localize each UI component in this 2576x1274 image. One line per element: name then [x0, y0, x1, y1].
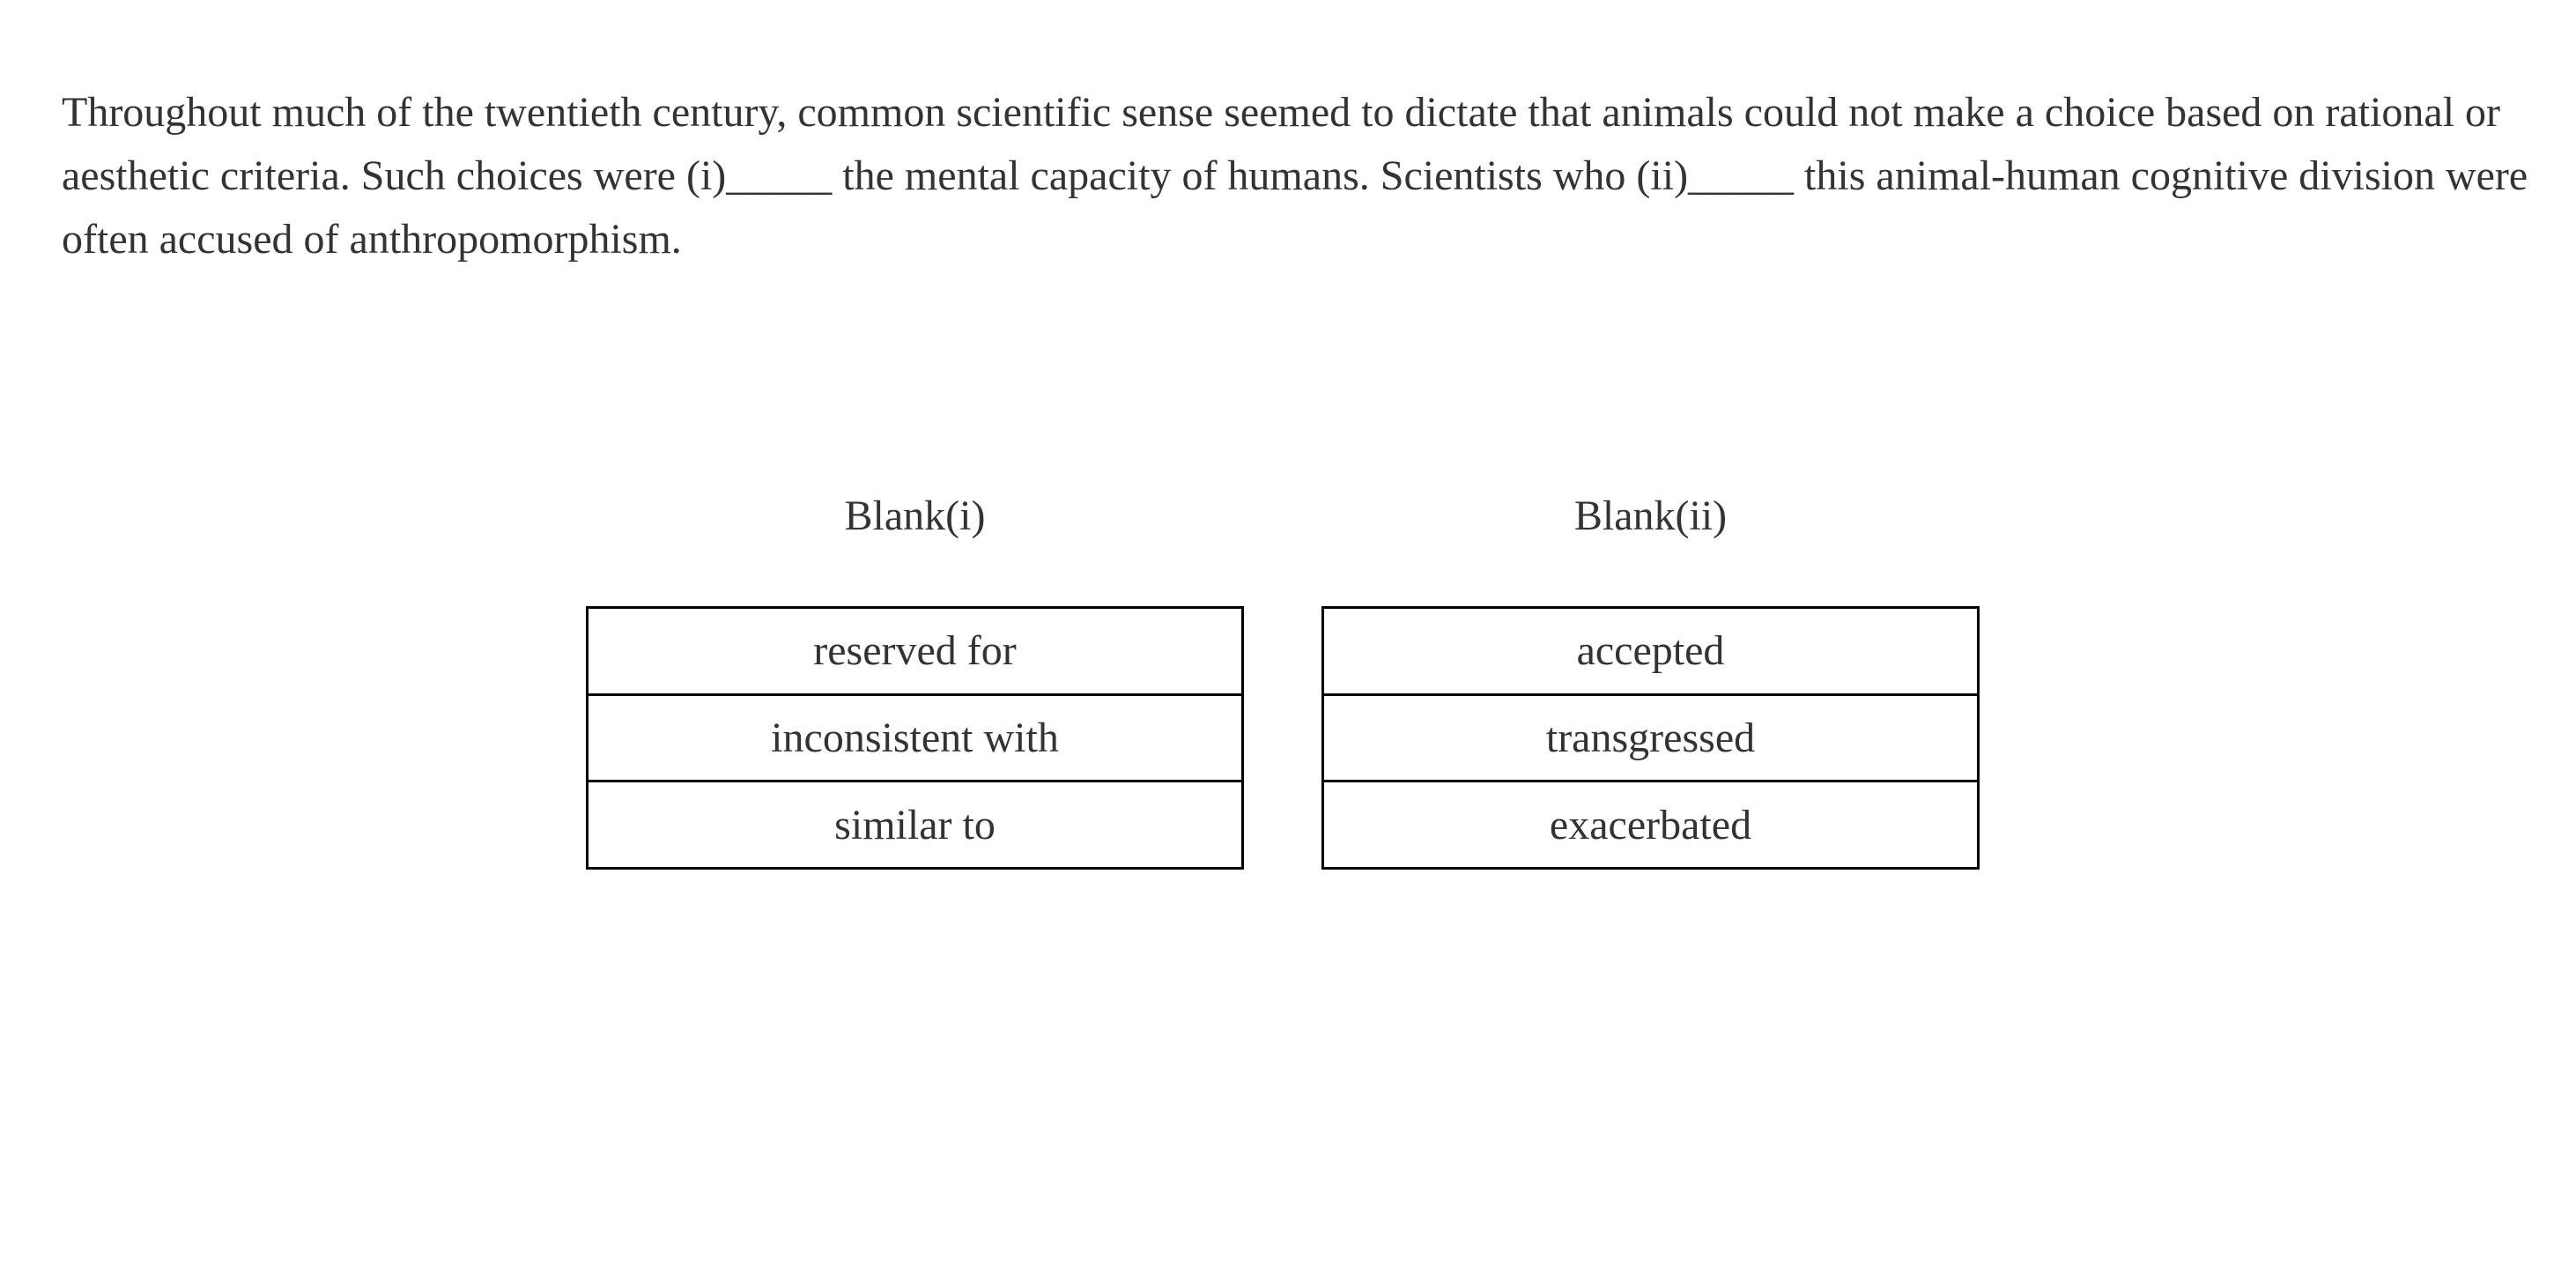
blank-i-option-3[interactable]: similar to: [588, 780, 1241, 867]
blank-i-title: Blank(i): [844, 493, 986, 539]
blank-ii-group: [1321, 490, 1980, 848]
blank-ii-option-2[interactable]: transgressed: [1324, 693, 1977, 781]
question-passage: Throughout much of the twentieth century, common scientific sense seemed to dictate that animals could not make a choice based on rational or aesthetic criteria. Such choices were (i)_____ the mental capacity of humans. Scientists who (ii)_____ this animal-human cognitive division were often accused of anthropomorphism.: [62, 89, 2528, 263]
blank-ii-option-3[interactable]: exacerbated: [1324, 780, 1977, 867]
blank-i-option-2[interactable]: inconsistent with: [588, 693, 1241, 781]
blank-ii-option-1[interactable]: accepted: [1576, 627, 1725, 675]
blank-i-option-1[interactable]: reserved for: [813, 627, 1017, 675]
blank-i-group: [586, 490, 1244, 848]
blank-i-options: [586, 606, 1244, 870]
blank-ii-title: Blank(ii): [1573, 493, 1728, 539]
blank-ii-options: [1321, 606, 1980, 870]
